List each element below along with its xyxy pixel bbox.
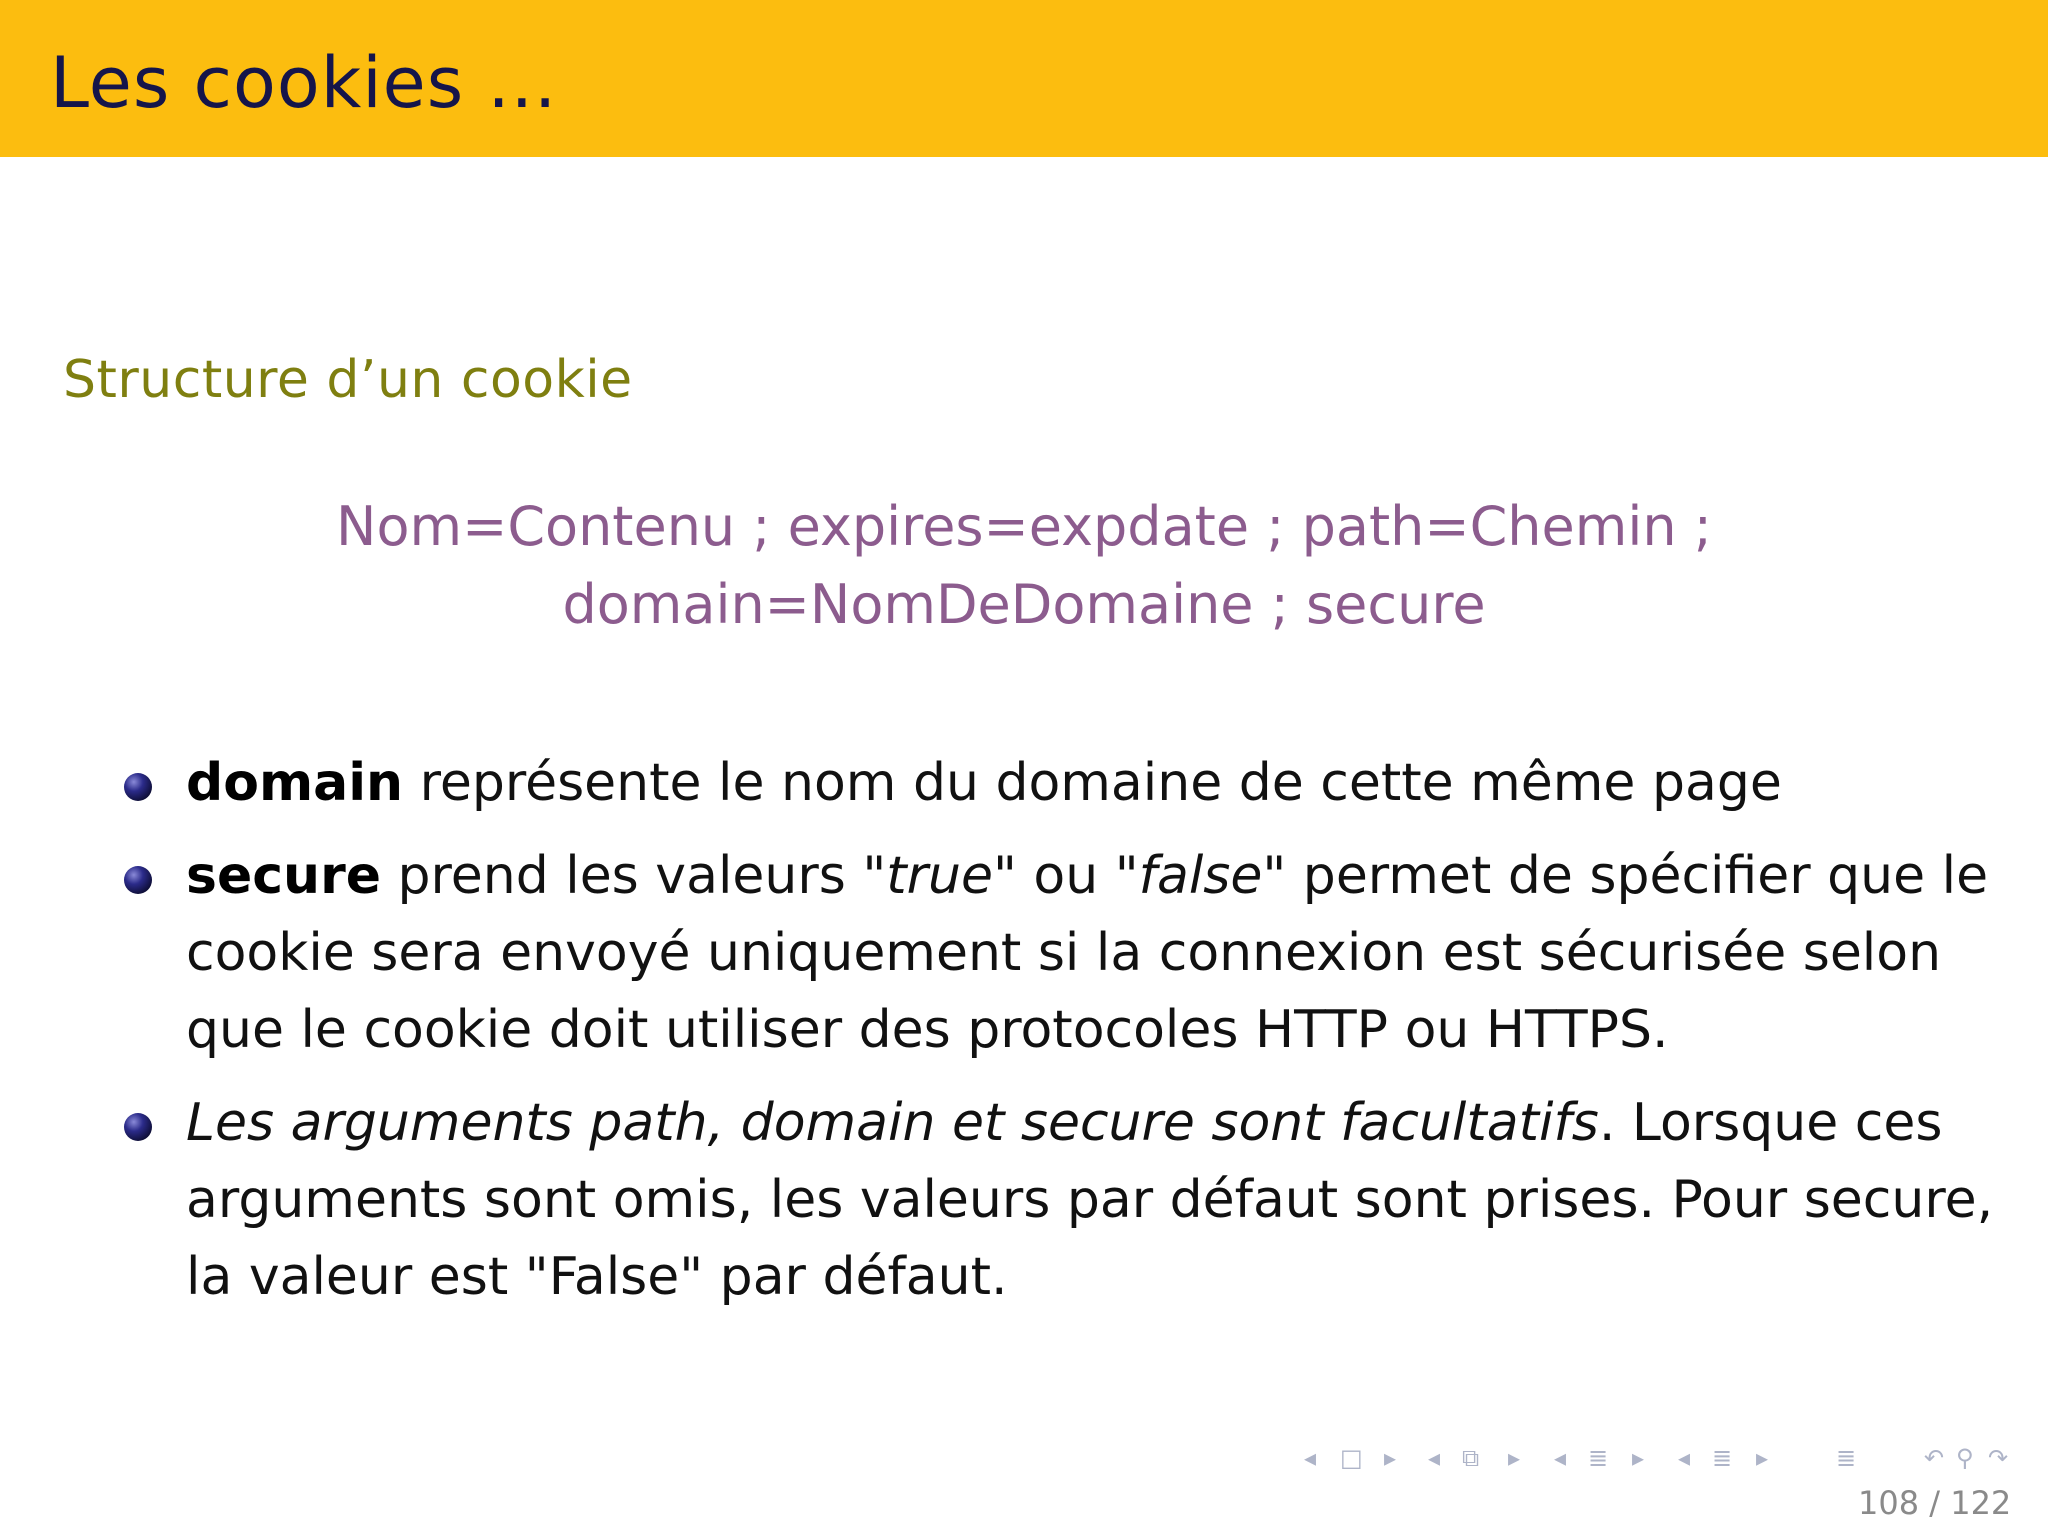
block-title: Structure d’un cookie — [63, 350, 633, 410]
nav-left-icon[interactable]: ◂ — [1428, 1444, 1441, 1472]
nav-right-icon[interactable]: ▸ — [1508, 1444, 1521, 1472]
cookie-syntax-line-1: Nom=Contenu ; expires=expdate ; path=Chemin ; — [336, 495, 1712, 558]
optional-args-emphasis: Les arguments path, domain et secure sont facultatifs — [186, 1093, 1599, 1153]
cookie-syntax-line-2: domain=NomDeDomaine ; secure — [562, 573, 1486, 636]
toc-icon[interactable]: ≣ — [1836, 1444, 1857, 1472]
frame-icon[interactable]: □ — [1340, 1444, 1363, 1472]
nav-right-icon[interactable]: ▸ — [1756, 1444, 1769, 1472]
bullet-text: représente le nom du domaine de cette même page — [403, 753, 1782, 813]
bullet-text: prend les valeurs " — [380, 846, 887, 906]
bullet-item-domain — [186, 745, 2016, 822]
search-icon[interactable]: ⚲ — [1956, 1444, 1974, 1472]
term-secure: secure — [186, 846, 381, 906]
nav-left-icon[interactable]: ◂ — [1678, 1444, 1691, 1472]
bullet-text: " ou " — [992, 846, 1139, 906]
undo-icon[interactable]: ↶ — [1924, 1444, 1945, 1472]
slide-header — [0, 0, 2048, 157]
subsection-icon[interactable]: ⧉ — [1462, 1444, 1480, 1472]
bullet-icon — [124, 773, 152, 801]
value-false: false — [1138, 846, 1263, 906]
section-icon[interactable]: ≣ — [1588, 1444, 1609, 1472]
value-true: true — [886, 846, 993, 906]
term-domain: domain — [186, 753, 404, 813]
nav-left-icon[interactable]: ◂ — [1554, 1444, 1567, 1472]
bullet-text: . Lorsque ces arguments sont omis, les valeurs par défaut sont prises. Pour secure, la valeur est "False" par défaut. — [186, 1093, 1994, 1307]
redo-icon[interactable]: ↷ — [1988, 1444, 2009, 1472]
nav-right-icon[interactable]: ▸ — [1632, 1444, 1645, 1472]
nav-right-icon[interactable]: ▸ — [1384, 1444, 1397, 1472]
bullet-icon — [124, 1113, 152, 1141]
cookie-syntax — [0, 488, 2048, 644]
bullet-text: " permet de spécifier que le cookie sera envoyé uniquement si la connexion est sécurisée selon que le cookie doit utiliser des protocoles HTTP ou HTTPS. — [186, 846, 1989, 1060]
document-icon[interactable]: ≣ — [1712, 1444, 1733, 1472]
bullet-item-secure — [186, 838, 2016, 1069]
bullet-list — [186, 745, 2016, 1332]
page-number: 108 / 122 — [1858, 1484, 2012, 1522]
bullet-icon — [124, 866, 152, 894]
nav-left-icon[interactable]: ◂ — [1304, 1444, 1317, 1472]
bullet-item-optional-args — [186, 1085, 2016, 1316]
slide-title: Les cookies ... — [50, 42, 558, 124]
